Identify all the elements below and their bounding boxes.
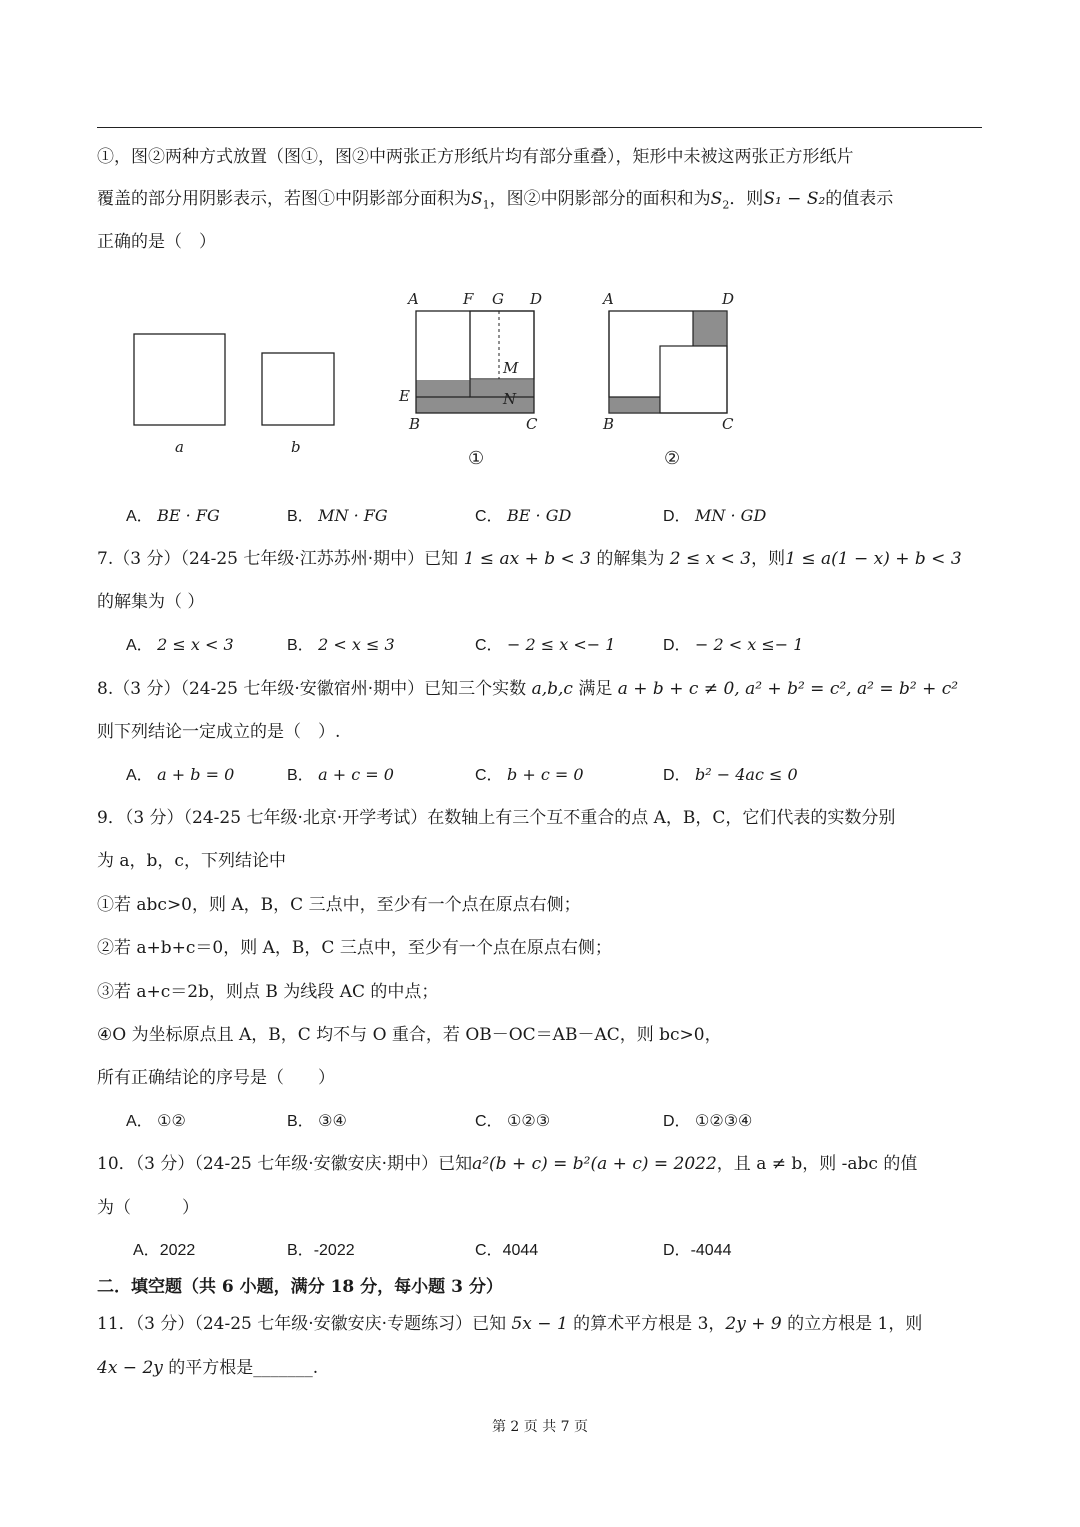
q7-option-a: A． 2 ≤ x < 3 — [126, 635, 234, 654]
q9-line-1: 9．（3 分）（24-25 七年级·北京·开学考试）在数轴上有三个互不重合的点 A，B，C，它们代表的实数分别 — [97, 808, 896, 828]
svg-text:A: A — [603, 290, 614, 308]
q10-line-1: 10．（3 分）（24-25 七年级·安徽安庆·期中）已知a²(b + c) = b²(a + c) = 2022，且 a ≠ b，则 -abc 的值 — [97, 1154, 918, 1174]
q6-line-2: 覆盖的部分用阴影表示，若图①中阴影部分面积为$S_1$，图②中阴影部分的面积和为$S_2$．则S₁ − S₂的值表示 — [97, 189, 894, 212]
q9-statement-2: ②若 a+b+c＝0，则 A，B，C 三点中，至少有一个点在原点右侧； — [97, 938, 612, 958]
q10-option-a: A．2022 — [133, 1242, 196, 1259]
q9-line-2: 为 a，b，c，下列结论中 — [97, 851, 286, 871]
svg-text:A: A — [408, 290, 419, 308]
svg-text:②: ② — [664, 448, 681, 469]
svg-text:B: B — [603, 415, 615, 433]
svg-text:M: M — [503, 359, 519, 377]
q7-option-c: C． − 2 ≤ x <− 1 — [475, 635, 616, 654]
q9-option-a: A． ①② — [126, 1111, 186, 1130]
q6-option-a: A． BE · FG — [126, 506, 220, 525]
figure-1 — [398, 290, 542, 469]
q8-option-a: A． a + b = 0 — [126, 765, 235, 784]
fig1-paper-big — [470, 311, 534, 379]
q6-option-c: C． BE · GD — [475, 506, 572, 525]
q6-option-b: B． MN · FG — [287, 506, 388, 525]
square-a — [134, 334, 225, 425]
square-b — [262, 353, 334, 425]
q11-line-1: 11．（3 分）（24-25 七年级·安徽安庆·专题练习）已知 5x − 1 的算术平方根是 3，2y + 9 的立方根是 1，则 — [97, 1314, 923, 1334]
page-footer: 第 2 页 共 7 页 — [491, 1419, 589, 1435]
q7-option-d: D． − 2 < x ≤− 1 — [663, 635, 804, 654]
q6-line-3: 正确的是（ ） — [97, 232, 216, 252]
q9-option-b: B． ③④ — [287, 1111, 347, 1130]
q7-line-1: 7.（3 分）（24-25 七年级·江苏苏州·期中）已知 1 ≤ ax + b < 3 的解集为 2 ≤ x < 3，则1 ≤ a(1 − x) + b < 3 — [97, 549, 962, 569]
svg-text:N: N — [503, 390, 517, 408]
q8-line-2: 则下列结论一定成立的是（ ）. — [97, 722, 341, 742]
svg-text:B: B — [409, 415, 421, 433]
q9-statement-1: ①若 abc>0，则 A，B，C 三点中，至少有一个点在原点右侧； — [97, 895, 581, 915]
svg-text:G: G — [492, 290, 504, 308]
q9-option-c: C． ①②③ — [475, 1111, 551, 1130]
q8-option-b: B． a + c = 0 — [287, 765, 394, 784]
label-b: b — [291, 438, 301, 456]
svg-text:D: D — [530, 290, 543, 308]
svg-text:C: C — [526, 415, 538, 433]
q8-option-d: D． b² − 4ac ≤ 0 — [663, 765, 798, 784]
svg-text:D: D — [722, 290, 735, 308]
q6-option-d: D． MN · GD — [663, 506, 767, 525]
q10-line-2: 为（ ） — [97, 1198, 199, 1218]
q10-option-d: D．-4044 — [663, 1242, 732, 1259]
svg-text:C: C — [722, 415, 734, 433]
q9-statement-3: ③若 a+c＝2b，则点 B 为线段 AC 的中点； — [97, 982, 439, 1002]
svg-text:①: ① — [468, 448, 485, 469]
q7-option-b: B． 2 < x ≤ 3 — [287, 635, 395, 654]
q6-line-1: ①，图②两种方式放置（图①，图②中两张正方形纸片均有部分重叠），矩形中未被这两张正方形纸片 — [97, 147, 854, 167]
q9-option-d: D． ①②③④ — [663, 1111, 753, 1130]
q8-option-c: C． b + c = 0 — [475, 765, 584, 784]
section-heading: 二．填空题（共 6 小题，满分 18 分，每小题 3 分） — [97, 1277, 503, 1297]
q9-prompt: 所有正确结论的序号是（ ） — [97, 1068, 335, 1088]
shade-2b — [609, 397, 660, 413]
q10-option-c: C．4044 — [475, 1242, 539, 1259]
svg-text:E: E — [399, 387, 410, 405]
q9-statement-4: ④O 为坐标原点且 A，B，C 均不与 O 重合，若 OB－OC＝AB－AC，则 bc>0， — [97, 1025, 722, 1045]
q8-line-1: 8.（3 分）（24-25 七年级·安徽宿州·期中）已知三个实数 a,b,c 满足 a + b + c ≠ 0, a² + b² = c², a² = b² + c² — [97, 679, 959, 699]
label-a: a — [175, 438, 184, 456]
q11-line-2: 4x − 2y 的平方根是_______. — [97, 1358, 319, 1378]
svg-text:F: F — [463, 290, 474, 308]
figure-2 — [601, 290, 734, 469]
shade-2a — [693, 311, 727, 346]
q10-option-b: B．-2022 — [287, 1242, 355, 1259]
fig2-paper-b — [660, 346, 727, 413]
header-rule — [97, 127, 982, 128]
q7-line-2: 的解集为（ ） — [97, 592, 205, 612]
q6-figure — [0, 280, 1080, 480]
